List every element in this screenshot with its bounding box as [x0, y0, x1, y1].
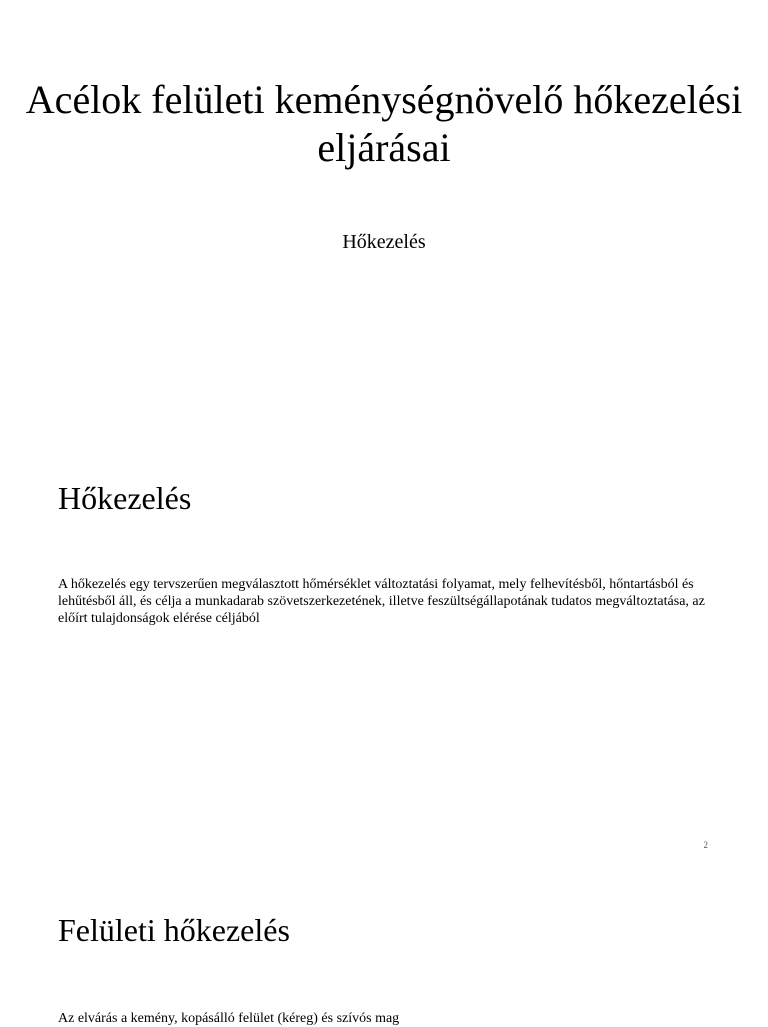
presentation-subtitle: Hőkezelés [342, 231, 426, 253]
slide-body-text: A hőkezelés egy tervszerűen megválasztott hőmérséklet változtatási folyamat, mely felhevítésből, hőntartásból és lehűtésből áll, és célja a munkadarab szövetszerkezetének, illetve feszültségállapotának tudatos megváltoztatása, az előírt tulajdonságok elérése céljából [58, 577, 705, 626]
slide-hokezeles [0, 432, 768, 864]
page-number: 2 [703, 840, 708, 850]
slide-feluleti-hokezeles [0, 864, 768, 1024]
presentation-title: Acélok felületi keménységnövelő hőkezelési eljárásai [25, 77, 743, 170]
slide-heading: Hőkezelés [58, 480, 192, 516]
slide-heading: Felületi hőkezelés [58, 912, 290, 948]
slide-title [0, 0, 768, 432]
slide-body-text: Az elvárás a kemény, kopásálló felület (kéreg) és szívós mag [58, 1011, 400, 1026]
